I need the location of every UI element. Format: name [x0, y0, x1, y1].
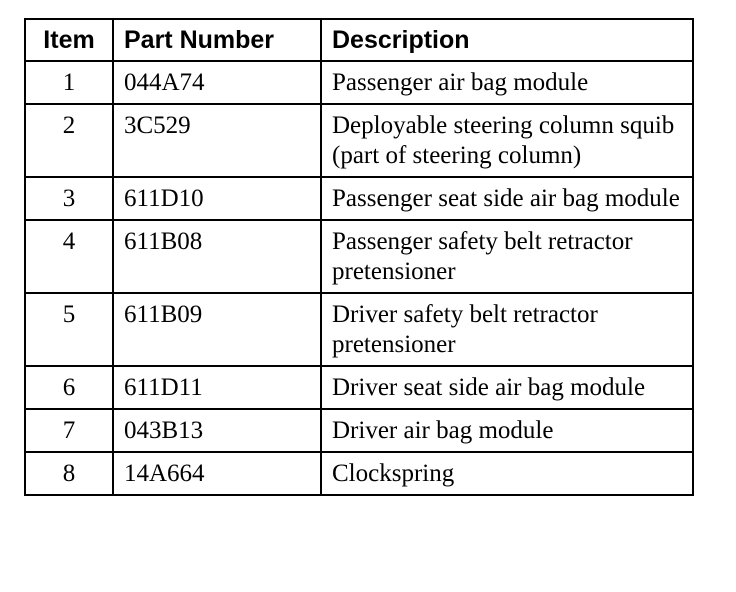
description-cell: Passenger seat side air bag module: [321, 177, 693, 220]
header-item: Item: [25, 19, 113, 61]
table-row: [25, 104, 693, 177]
table-row: [25, 366, 693, 409]
table-row: [25, 293, 693, 366]
item-cell: 3: [25, 177, 113, 220]
item-cell: 7: [25, 409, 113, 452]
item-cell: 4: [25, 220, 113, 293]
part-number-cell: 3C529: [113, 104, 321, 177]
table-row: [25, 61, 693, 104]
table-row: [25, 177, 693, 220]
item-cell: 1: [25, 61, 113, 104]
description-cell: Deployable steering column squib (part of steering column): [321, 104, 693, 177]
table-row: [25, 452, 693, 495]
item-cell: 2: [25, 104, 113, 177]
part-number-cell: 611B08: [113, 220, 321, 293]
description-cell: Driver safety belt retractor pretensioner: [321, 293, 693, 366]
part-number-cell: 611D10: [113, 177, 321, 220]
part-number-cell: 044A74: [113, 61, 321, 104]
header-row: [25, 19, 693, 61]
description-cell: Driver seat side air bag module: [321, 366, 693, 409]
description-cell: Passenger air bag module: [321, 61, 693, 104]
part-number-cell: 14A664: [113, 452, 321, 495]
part-number-cell: 611B09: [113, 293, 321, 366]
description-cell: Clockspring: [321, 452, 693, 495]
parts-table: [24, 18, 694, 496]
table-row: [25, 220, 693, 293]
item-cell: 6: [25, 366, 113, 409]
part-number-cell: 611D11: [113, 366, 321, 409]
part-number-cell: 043B13: [113, 409, 321, 452]
table-row: [25, 409, 693, 452]
header-part-number: Part Number: [113, 19, 321, 61]
item-cell: 5: [25, 293, 113, 366]
description-cell: Driver air bag module: [321, 409, 693, 452]
item-cell: 8: [25, 452, 113, 495]
header-description: Description: [321, 19, 693, 61]
description-cell: Passenger safety belt retractor pretensioner: [321, 220, 693, 293]
